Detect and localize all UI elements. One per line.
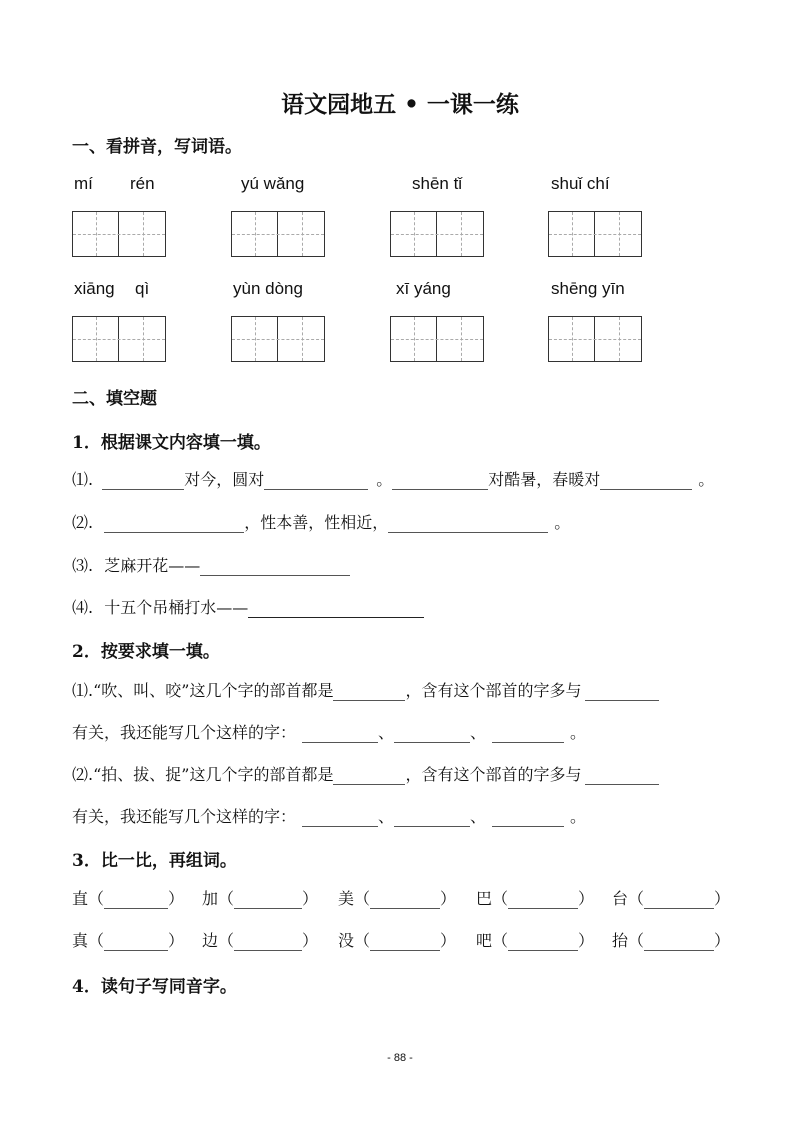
pinyin-2-4: shēng yīn [551, 279, 625, 298]
q2-heading: 2．按要求填一填。 [72, 642, 220, 662]
answer-blank[interactable] [234, 890, 302, 909]
writing-box[interactable] [72, 316, 166, 362]
q3-row-2-item-1: 真（ ） [72, 931, 185, 950]
q1-item-3: ⑶. 芝麻开花—— [72, 553, 350, 576]
q3-heading: 3．比一比，再组词。 [72, 851, 237, 871]
section2-heading: 二、填空题 [72, 389, 157, 409]
pinyin-2-1b: qì [135, 279, 150, 298]
q1-heading: 1．根据课文内容填一填。 [72, 433, 271, 453]
q3-row-2-item-2: 边（ ） [202, 931, 319, 950]
q3-row-2-item-5: 抬（ ） [612, 931, 731, 950]
q3-row-2-item-3: 没（ ） [338, 931, 457, 950]
q3-row-1-item-1: 直（ ） [72, 889, 185, 908]
q2-item-2-line2: 有关，我还能写几个这样的字： 、 、 。 [72, 807, 587, 826]
answer-blank[interactable] [644, 890, 714, 909]
answer-blank[interactable] [302, 808, 378, 827]
pinyin-1-2: yú wǎng [241, 174, 305, 193]
q1-item-4: ⑷. 十五个吊桶打水—— [72, 595, 424, 618]
answer-blank[interactable] [644, 932, 714, 951]
answer-blank[interactable] [104, 932, 168, 951]
q1-item-2: ⑵. ，性本善，性相近， 。 [72, 513, 571, 532]
answer-blank[interactable] [585, 682, 659, 701]
pinyin-2-2: yùn dòng [233, 279, 303, 298]
answer-blank[interactable] [264, 471, 368, 490]
writing-box[interactable] [548, 316, 642, 362]
q1-item-1: ⑴. 对今，圆对 。 对酷暑，春暖对 。 [72, 470, 715, 489]
q2-item-1-line2: 有关，我还能写几个这样的字： 、 、 。 [72, 723, 587, 742]
pinyin-1-1b: rén [130, 174, 155, 193]
answer-blank[interactable] [394, 808, 470, 827]
writing-box[interactable] [548, 211, 642, 257]
answer-blank[interactable] [104, 514, 244, 533]
answer-blank[interactable] [333, 682, 405, 701]
pinyin-1-4: shuǐ chí [551, 174, 610, 193]
writing-box[interactable] [390, 211, 484, 257]
q4-heading: 4．读句子写同音字。 [72, 977, 237, 997]
answer-blank[interactable] [370, 890, 440, 909]
page-title: 语文园地五 • 一课一练 [281, 91, 519, 118]
answer-blank[interactable] [248, 599, 424, 618]
answer-blank[interactable] [388, 514, 548, 533]
writing-box[interactable] [231, 211, 325, 257]
answer-blank[interactable] [508, 890, 578, 909]
q2-item-2-line1: ⑵.“拍、拔、捉”这几个字的部首都是 ，含有这个部首的字多与 [72, 762, 659, 785]
writing-box[interactable] [390, 316, 484, 362]
pinyin-2-3: xī yáng [396, 279, 451, 298]
answer-blank[interactable] [600, 471, 692, 490]
pinyin-1-3: shēn tǐ [412, 174, 463, 193]
answer-blank[interactable] [333, 766, 405, 785]
pinyin-1-1a: mí [74, 174, 93, 193]
q3-row-1-item-4: 巴（ ） [476, 889, 595, 908]
answer-blank[interactable] [102, 471, 184, 490]
q3-row-1-item-3: 美（ ） [338, 889, 457, 908]
item-number: ⑴. [72, 470, 94, 489]
answer-blank[interactable] [104, 890, 168, 909]
q3-row-2-item-4: 吧（ ） [476, 931, 595, 950]
pinyin-2-1a: xiāng [74, 279, 115, 298]
answer-blank[interactable] [392, 471, 488, 490]
answer-blank[interactable] [200, 557, 350, 576]
answer-blank[interactable] [585, 766, 659, 785]
answer-blank[interactable] [234, 932, 302, 951]
answer-blank[interactable] [370, 932, 440, 951]
answer-blank[interactable] [508, 932, 578, 951]
section1-heading: 一、看拼音，写词语。 [72, 137, 242, 157]
q3-row-1-item-2: 加（ ） [202, 889, 319, 908]
answer-blank[interactable] [492, 808, 564, 827]
writing-box[interactable] [231, 316, 325, 362]
answer-blank[interactable] [394, 724, 470, 743]
q2-item-1-line1: ⑴.“吹、叫、咬”这几个字的部首都是 ，含有这个部首的字多与 [72, 678, 659, 701]
page-number: - 88 - [387, 1052, 413, 1064]
writing-box[interactable] [72, 211, 166, 257]
answer-blank[interactable] [302, 724, 378, 743]
answer-blank[interactable] [492, 724, 564, 743]
q3-row-1-item-5: 台（ ） [612, 889, 731, 908]
